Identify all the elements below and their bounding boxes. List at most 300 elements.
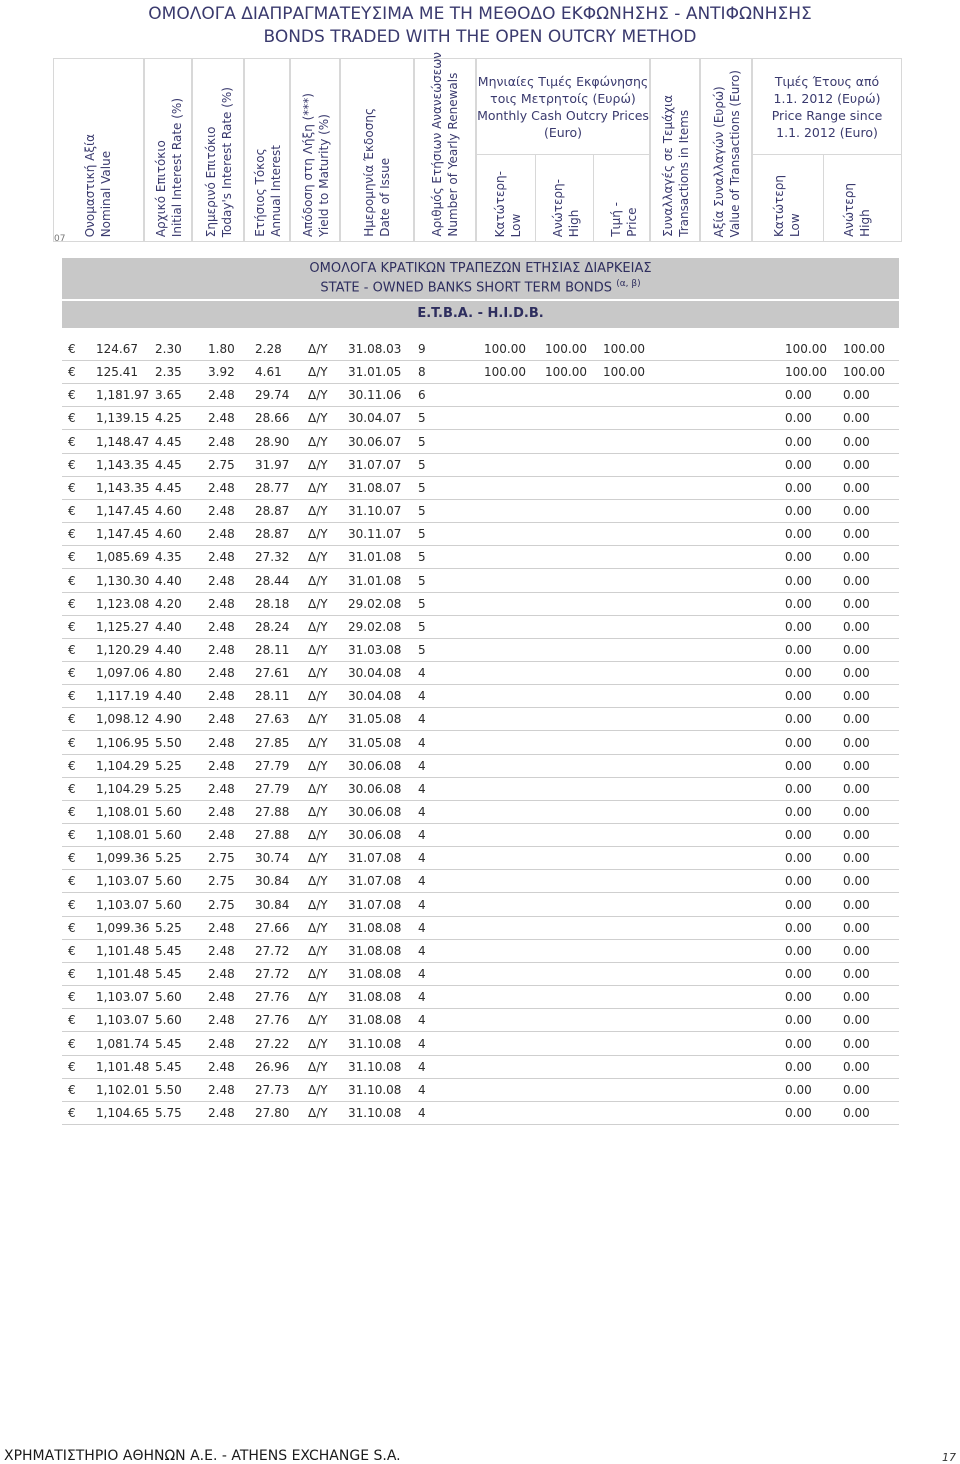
table-row — [62, 707, 899, 731]
cell-issue-date: 31.10.08 — [348, 1082, 402, 1097]
cell-year-high: 100.00 — [843, 342, 885, 356]
cell-issue-date: 31.10.08 — [348, 1059, 402, 1074]
header-renewals — [414, 52, 476, 242]
cell-currency: € — [68, 1082, 76, 1097]
header-issue-date — [340, 58, 414, 242]
cell-renewals: 4 — [418, 874, 426, 889]
cell-issue-date: 31.05.08 — [348, 712, 402, 727]
header-year-low: Κατώτερη Low — [772, 175, 802, 237]
cell-annual-interest: 27.79 — [255, 758, 290, 773]
cell-annual-interest: 28.66 — [255, 411, 290, 426]
cell-initial-rate: 5.45 — [155, 967, 182, 982]
table-row — [62, 569, 899, 593]
cell-todays-rate: 2.75 — [208, 457, 235, 472]
cell-yield: Δ/Υ — [308, 365, 328, 380]
cell-todays-rate: 2.48 — [208, 619, 235, 634]
header-initial-rate — [144, 58, 192, 242]
cell-renewals: 9 — [418, 342, 426, 356]
cell-currency: € — [68, 642, 76, 657]
cell-nominal-value: 1,104.65 — [96, 1105, 150, 1120]
cell-year-low: 0.00 — [785, 573, 812, 588]
cell-year-low: 0.00 — [785, 596, 812, 611]
cell-annual-interest: 4.61 — [255, 365, 282, 380]
cell-initial-rate: 5.25 — [155, 758, 182, 773]
cell-currency: € — [68, 1013, 76, 1028]
cell-renewals: 4 — [418, 1036, 426, 1051]
cell-renewals: 4 — [418, 735, 426, 750]
cell-nominal-value: 1,143.35 — [96, 457, 150, 472]
cell-renewals: 5 — [418, 573, 426, 588]
cell-year-high: 0.00 — [843, 388, 870, 403]
cell-todays-rate: 2.48 — [208, 805, 235, 819]
cell-initial-rate: 5.60 — [155, 897, 182, 912]
cell-currency: € — [68, 1059, 76, 1074]
cell-initial-rate: 5.45 — [155, 1059, 182, 1074]
cell-year-high: 0.00 — [843, 990, 870, 1005]
cell-currency: € — [68, 920, 76, 935]
cell-nominal-value: 125.41 — [96, 365, 138, 380]
cell-yield: Δ/Υ — [308, 1105, 328, 1120]
cell-year-low: 0.00 — [785, 411, 812, 426]
cell-issue-date: 31.10.08 — [348, 1105, 402, 1120]
cell-yield: Δ/Υ — [308, 828, 328, 843]
cell-initial-rate: 5.75 — [155, 1105, 182, 1120]
table-row — [62, 846, 899, 870]
cell-year-high: 0.00 — [843, 897, 870, 912]
cell-currency: € — [68, 874, 76, 889]
cell-nominal-value: 1,101.48 — [96, 943, 150, 958]
cell-initial-rate: 2.30 — [155, 342, 182, 356]
cell-year-low: 0.00 — [785, 828, 812, 843]
cell-renewals: 8 — [418, 365, 426, 380]
cell-nominal-value: 1,103.07 — [96, 897, 150, 912]
cell-nominal-value: 1,143.35 — [96, 480, 150, 495]
cell-currency: € — [68, 504, 76, 519]
table-row — [62, 893, 899, 917]
cell-issue-date: 30.04.08 — [348, 689, 402, 704]
cell-year-high: 0.00 — [843, 689, 870, 704]
cell-currency: € — [68, 457, 76, 472]
cell-nominal-value: 1,104.29 — [96, 781, 150, 796]
cell-year-low: 0.00 — [785, 967, 812, 982]
cell-currency: € — [68, 434, 76, 449]
cell-renewals: 4 — [418, 781, 426, 796]
cell-renewals: 4 — [418, 1105, 426, 1120]
table-row — [62, 360, 899, 384]
table-row — [62, 1101, 899, 1125]
cell-currency: € — [68, 897, 76, 912]
cell-todays-rate: 2.48 — [208, 1105, 235, 1120]
cell-issue-date: 31.07.08 — [348, 851, 402, 866]
cell-yield: Δ/Υ — [308, 805, 328, 819]
header-nominal-value — [53, 58, 144, 242]
cell-initial-rate: 4.40 — [155, 619, 182, 634]
section-title-greek: ΟΜΟΛΟΓΑ ΚΡΑΤΙΚΩΝ ΤΡΑΠΕΖΩΝ ΕΤΗΣΙΑΣ ΔΙΑΡΚΕΙΑΣ — [309, 261, 652, 276]
cell-issue-date: 31.01.08 — [348, 550, 402, 565]
cell-year-low: 0.00 — [785, 897, 812, 912]
cell-currency: € — [68, 943, 76, 958]
cell-annual-interest: 27.72 — [255, 943, 290, 958]
cell-yield: Δ/Υ — [308, 457, 328, 472]
header-label: Τιμές Έτους από 1.1. 2012 (Ευρώ) Price Range since 1.1. 2012 (Euro) — [771, 74, 883, 140]
cell-year-low: 0.00 — [785, 504, 812, 519]
cell-yield: Δ/Υ — [308, 342, 328, 356]
cell-todays-rate: 2.48 — [208, 666, 235, 681]
cell-year-low: 0.00 — [785, 1082, 812, 1097]
cell-year-high: 0.00 — [843, 874, 870, 889]
cell-issue-date: 30.06.08 — [348, 805, 402, 819]
cell-annual-interest: 28.87 — [255, 504, 290, 519]
header-label: Σημερινό Επιτόκιο Today's Interest Rate (%) — [204, 86, 234, 237]
cell-nominal-value: 1,139.15 — [96, 411, 150, 426]
cell-yield: Δ/Υ — [308, 1082, 328, 1097]
cell-year-low: 0.00 — [785, 434, 812, 449]
cell-issue-date: 31.10.07 — [348, 504, 402, 519]
table-row — [62, 869, 899, 893]
cell-renewals: 5 — [418, 411, 426, 426]
cell-renewals: 4 — [418, 897, 426, 912]
cell-yield: Δ/Υ — [308, 619, 328, 634]
cell-nominal-value: 1,148.47 — [96, 434, 150, 449]
cell-currency: € — [68, 689, 76, 704]
cell-currency: € — [68, 781, 76, 796]
cell-initial-rate: 4.25 — [155, 411, 182, 426]
issuer-name: E.T.B.A. - H.I.D.B. — [417, 306, 544, 321]
cell-initial-rate: 5.60 — [155, 828, 182, 843]
table-row — [62, 823, 899, 847]
cell-monthly-low: 100.00 — [484, 365, 526, 380]
cell-year-low: 0.00 — [785, 457, 812, 472]
cell-issue-date: 31.07.08 — [348, 897, 402, 912]
cell-currency: € — [68, 1105, 76, 1120]
table-row — [62, 522, 899, 546]
cell-renewals: 5 — [418, 596, 426, 611]
cell-year-low: 0.00 — [785, 712, 812, 727]
cell-nominal-value: 1,181.97 — [96, 388, 150, 403]
table-row — [62, 638, 899, 662]
header-label: Αριθμός Ετήσιων Ανανεώσεων Number of Yearly Renewals — [430, 52, 460, 237]
section-title-english: STATE - OWNED BANKS SHORT TERM BONDS $^{(\alpha, \beta)}$ — [320, 279, 641, 296]
cell-initial-rate: 4.60 — [155, 527, 182, 542]
cell-issue-date: 31.08.08 — [348, 920, 402, 935]
cell-renewals: 4 — [418, 1059, 426, 1074]
cell-currency: € — [68, 342, 76, 356]
cell-year-high: 0.00 — [843, 642, 870, 657]
header-todays-rate — [192, 58, 244, 242]
cell-nominal-value: 1,147.45 — [96, 504, 150, 519]
cell-year-low: 0.00 — [785, 1105, 812, 1120]
cell-issue-date: 31.08.08 — [348, 967, 402, 982]
cell-yield: Δ/Υ — [308, 573, 328, 588]
cell-issue-date: 30.06.08 — [348, 758, 402, 773]
cell-annual-interest: 29.74 — [255, 388, 290, 403]
cell-annual-interest: 28.87 — [255, 527, 290, 542]
cell-year-low: 100.00 — [785, 342, 827, 356]
cell-renewals: 4 — [418, 689, 426, 704]
cell-year-high: 0.00 — [843, 758, 870, 773]
cell-annual-interest: 27.66 — [255, 920, 290, 935]
cell-nominal-value: 1,108.01 — [96, 805, 150, 819]
cell-year-high: 0.00 — [843, 666, 870, 681]
cell-nominal-value: 1,103.07 — [96, 990, 150, 1005]
cell-monthly-low: 100.00 — [484, 342, 526, 356]
cell-todays-rate: 2.48 — [208, 1082, 235, 1097]
cell-renewals: 4 — [418, 828, 426, 843]
cell-annual-interest: 31.97 — [255, 457, 290, 472]
cell-todays-rate: 2.48 — [208, 388, 235, 403]
cell-annual-interest: 27.61 — [255, 666, 290, 681]
cell-year-high: 0.00 — [843, 619, 870, 634]
page-title-greek: ΟΜΟΛΟΓΑ ΔΙΑΠΡΑΓΜΑΤΕΥΣΙΜΑ ΜΕ ΤΗ ΜΕΘΟΔΟ ΕΚΦΩΝΗΣΗΣ - ΑΝΤΙΦΩΝΗΣΗΣ — [148, 4, 812, 24]
cell-year-high: 0.00 — [843, 1105, 870, 1120]
cell-nominal-value: 1,101.48 — [96, 967, 150, 982]
cell-year-low: 0.00 — [785, 1059, 812, 1074]
cell-issue-date: 30.06.07 — [348, 434, 402, 449]
cell-annual-interest: 28.18 — [255, 596, 290, 611]
cell-annual-interest: 27.76 — [255, 1013, 290, 1028]
cell-yield: Δ/Υ — [308, 642, 328, 657]
table-row — [62, 754, 899, 778]
cell-currency: € — [68, 666, 76, 681]
cell-initial-rate: 5.50 — [155, 735, 182, 750]
cell-yield: Δ/Υ — [308, 527, 328, 542]
cell-currency: € — [68, 550, 76, 565]
cell-todays-rate: 2.48 — [208, 967, 235, 982]
cell-todays-rate: 2.48 — [208, 828, 235, 843]
cell-initial-rate: 3.65 — [155, 388, 182, 403]
cell-currency: € — [68, 1036, 76, 1051]
cell-renewals: 4 — [418, 712, 426, 727]
cell-initial-rate: 4.20 — [155, 596, 182, 611]
cell-year-high: 0.00 — [843, 712, 870, 727]
cell-yield: Δ/Υ — [308, 897, 328, 912]
header-year-range — [752, 58, 902, 242]
cell-renewals: 4 — [418, 990, 426, 1005]
cell-currency: € — [68, 967, 76, 982]
cell-yield: Δ/Υ — [308, 434, 328, 449]
cell-todays-rate: 2.75 — [208, 874, 235, 889]
cell-nominal-value: 1,130.30 — [96, 573, 150, 588]
section-header — [62, 258, 899, 299]
cell-annual-interest: 27.88 — [255, 828, 290, 843]
cell-currency: € — [68, 619, 76, 634]
footer-text: ΧΡΗΜΑΤΙΣΤΗΡΙΟ ΑΘΗΝΩΝ Α.Ε. - ATHENS EXCHANGE S.A. — [4, 1448, 401, 1464]
cell-yield: Δ/Υ — [308, 666, 328, 681]
cell-yield: Δ/Υ — [308, 851, 328, 866]
cell-renewals: 4 — [418, 1013, 426, 1028]
cell-annual-interest: 28.44 — [255, 573, 290, 588]
header-monthly-prices — [476, 58, 650, 242]
cell-renewals: 4 — [418, 1082, 426, 1097]
cell-initial-rate: 4.45 — [155, 480, 182, 495]
cell-year-low: 0.00 — [785, 943, 812, 958]
cell-issue-date: 31.10.08 — [348, 1036, 402, 1051]
cell-initial-rate: 5.60 — [155, 874, 182, 889]
cell-issue-date: 30.11.06 — [348, 388, 402, 403]
cell-year-high: 0.00 — [843, 550, 870, 565]
cell-initial-rate: 5.25 — [155, 781, 182, 796]
cell-year-low: 0.00 — [785, 1036, 812, 1051]
cell-annual-interest: 28.77 — [255, 480, 290, 495]
table-row — [62, 383, 899, 407]
cell-todays-rate: 2.48 — [208, 758, 235, 773]
table-row — [62, 406, 899, 430]
cell-nominal-value: 1,103.07 — [96, 1013, 150, 1028]
cell-initial-rate: 5.45 — [155, 1036, 182, 1051]
cell-renewals: 5 — [418, 457, 426, 472]
cell-nominal-value: 1,103.07 — [96, 874, 150, 889]
table-row — [62, 545, 899, 569]
cell-todays-rate: 2.48 — [208, 689, 235, 704]
cell-year-high: 0.00 — [843, 411, 870, 426]
cell-year-high: 0.00 — [843, 920, 870, 935]
table-row — [62, 1055, 899, 1079]
cell-nominal-value: 1,106.95 — [96, 735, 150, 750]
cell-currency: € — [68, 758, 76, 773]
cell-issue-date: 29.02.08 — [348, 619, 402, 634]
cell-yield: Δ/Υ — [308, 596, 328, 611]
cell-monthly-price: 100.00 — [603, 365, 645, 380]
cell-year-high: 0.00 — [843, 457, 870, 472]
cell-initial-rate: 4.45 — [155, 434, 182, 449]
cell-year-high: 0.00 — [843, 527, 870, 542]
issuer-header — [62, 301, 899, 328]
page-number: 17 — [942, 1451, 956, 1464]
cell-annual-interest: 27.72 — [255, 967, 290, 982]
cell-year-low: 0.00 — [785, 920, 812, 935]
cell-todays-rate: 2.75 — [208, 851, 235, 866]
cell-yield: Δ/Υ — [308, 1036, 328, 1051]
cell-todays-rate: 2.48 — [208, 1013, 235, 1028]
cell-initial-rate: 5.25 — [155, 920, 182, 935]
cell-todays-rate: 2.48 — [208, 504, 235, 519]
cell-monthly-price: 100.00 — [603, 342, 645, 356]
header-monthly-high: Ανώτερη- High — [551, 178, 581, 237]
cell-yield: Δ/Υ — [308, 967, 328, 982]
cell-todays-rate: 2.48 — [208, 990, 235, 1005]
cell-issue-date: 29.02.08 — [348, 596, 402, 611]
cell-nominal-value: 1,104.29 — [96, 758, 150, 773]
cell-todays-rate: 2.48 — [208, 735, 235, 750]
header-label: Αρχικό Επιτόκιο Initial Interest Rate (%) — [154, 97, 184, 237]
cell-year-low: 0.00 — [785, 758, 812, 773]
cell-year-low: 0.00 — [785, 735, 812, 750]
cell-annual-interest: 27.85 — [255, 735, 290, 750]
cell-todays-rate: 2.48 — [208, 920, 235, 935]
cell-yield: Δ/Υ — [308, 990, 328, 1005]
cell-year-high: 0.00 — [843, 1082, 870, 1097]
cell-year-high: 100.00 — [843, 365, 885, 380]
table-row — [62, 916, 899, 940]
cell-todays-rate: 1.80 — [208, 342, 235, 356]
cell-renewals: 4 — [418, 943, 426, 958]
cell-year-high: 0.00 — [843, 596, 870, 611]
cell-currency: € — [68, 596, 76, 611]
cell-initial-rate: 5.45 — [155, 943, 182, 958]
cell-year-low: 0.00 — [785, 689, 812, 704]
cell-annual-interest: 28.24 — [255, 619, 290, 634]
cell-renewals: 6 — [418, 388, 426, 403]
cell-annual-interest: 27.79 — [255, 781, 290, 796]
cell-issue-date: 31.08.03 — [348, 342, 402, 356]
cell-issue-date: 31.01.05 — [348, 365, 402, 380]
cell-todays-rate: 2.48 — [208, 712, 235, 727]
header-annual-interest — [244, 58, 290, 242]
header-transactions — [650, 58, 700, 242]
cell-annual-interest: 26.96 — [255, 1059, 290, 1074]
cell-year-high: 0.00 — [843, 805, 870, 819]
cell-issue-date: 30.06.08 — [348, 828, 402, 843]
cell-todays-rate: 2.48 — [208, 573, 235, 588]
cell-annual-interest: 27.32 — [255, 550, 290, 565]
header-yield — [290, 58, 340, 242]
cell-year-high: 0.00 — [843, 573, 870, 588]
cell-initial-rate: 4.60 — [155, 504, 182, 519]
cell-year-high: 0.00 — [843, 434, 870, 449]
cell-initial-rate: 4.40 — [155, 642, 182, 657]
cell-todays-rate: 3.92 — [208, 365, 235, 380]
header-label: Ονομαστική Αξία Nominal Value — [83, 133, 113, 237]
cell-yield: Δ/Υ — [308, 1059, 328, 1074]
table-row — [62, 939, 899, 963]
cell-yield: Δ/Υ — [308, 504, 328, 519]
cell-year-low: 100.00 — [785, 365, 827, 380]
cell-year-low: 0.00 — [785, 550, 812, 565]
cell-renewals: 4 — [418, 920, 426, 935]
cell-initial-rate: 4.40 — [155, 573, 182, 588]
cell-nominal-value: 1,120.29 — [96, 642, 150, 657]
cell-issue-date: 31.07.07 — [348, 457, 402, 472]
cell-renewals: 5 — [418, 434, 426, 449]
cell-yield: Δ/Υ — [308, 920, 328, 935]
cell-year-high: 0.00 — [843, 735, 870, 750]
cell-renewals: 4 — [418, 805, 426, 819]
cell-currency: € — [68, 990, 76, 1005]
cell-todays-rate: 2.48 — [208, 480, 235, 495]
cell-year-low: 0.00 — [785, 1013, 812, 1028]
cell-todays-rate: 2.48 — [208, 434, 235, 449]
cell-year-low: 0.00 — [785, 527, 812, 542]
cell-initial-rate: 5.60 — [155, 1013, 182, 1028]
cell-issue-date: 30.04.07 — [348, 411, 402, 426]
cell-renewals: 5 — [418, 504, 426, 519]
header-value — [700, 58, 752, 242]
cell-todays-rate: 2.48 — [208, 642, 235, 657]
cell-issue-date: 31.08.07 — [348, 480, 402, 495]
cell-renewals: 5 — [418, 619, 426, 634]
cell-yield: Δ/Υ — [308, 480, 328, 495]
cell-year-low: 0.00 — [785, 480, 812, 495]
cell-renewals: 4 — [418, 967, 426, 982]
cell-annual-interest: 27.80 — [255, 1105, 290, 1120]
cell-year-low: 0.00 — [785, 388, 812, 403]
cell-yield: Δ/Υ — [308, 781, 328, 796]
cell-todays-rate: 2.48 — [208, 1059, 235, 1074]
table-row — [62, 1078, 899, 1102]
cell-year-low: 0.00 — [785, 805, 812, 819]
cell-nominal-value: 124.67 — [96, 342, 138, 356]
cell-initial-rate: 5.60 — [155, 990, 182, 1005]
cell-todays-rate: 2.48 — [208, 943, 235, 958]
cell-currency: € — [68, 712, 76, 727]
cell-initial-rate: 5.50 — [155, 1082, 182, 1097]
cell-nominal-value: 1,101.48 — [96, 1059, 150, 1074]
cell-year-high: 0.00 — [843, 851, 870, 866]
cell-nominal-value: 1,099.36 — [96, 920, 150, 935]
cell-yield: Δ/Υ — [308, 735, 328, 750]
page-title-english: BONDS TRADED WITH THE OPEN OUTCRY METHOD — [263, 27, 697, 47]
cell-issue-date: 31.01.08 — [348, 573, 402, 588]
